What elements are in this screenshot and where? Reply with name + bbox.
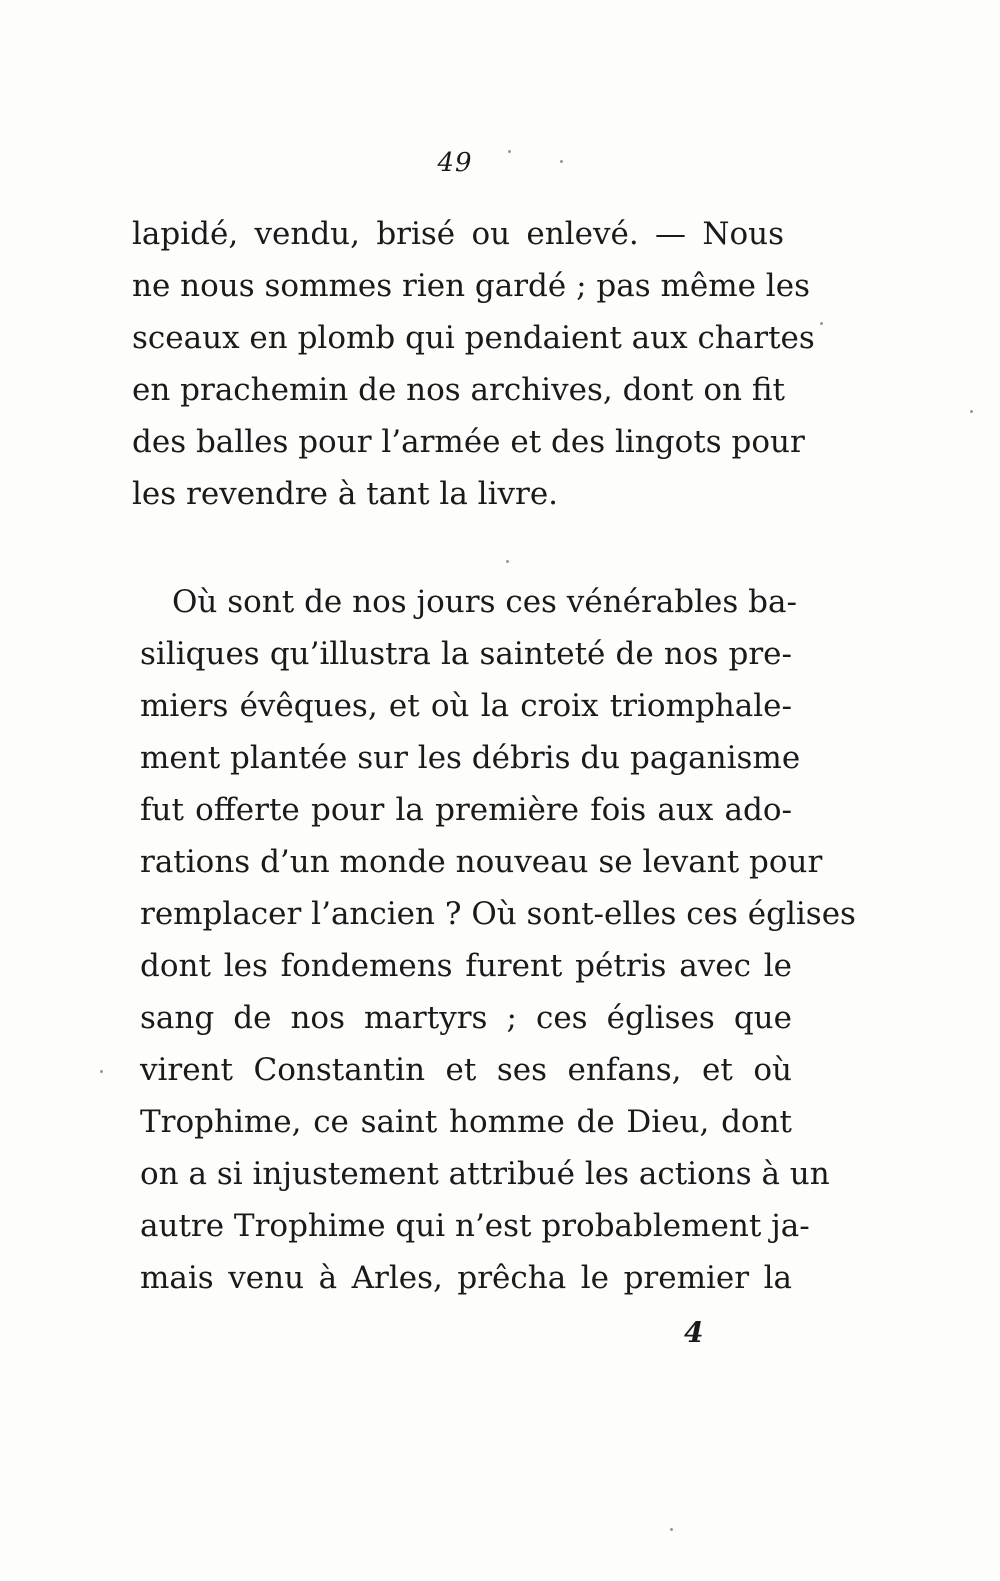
paper-speck (970, 410, 973, 413)
text-line: des balles pour l’armée et des lingots pour (132, 424, 805, 460)
signature-mark: 4 (684, 1316, 704, 1349)
paper-speck (670, 1528, 673, 1531)
paper-speck (100, 1070, 103, 1073)
text-line: sceaux en plomb qui pendaient aux chartes (132, 320, 815, 356)
text-line: Trophime, ce saint homme de Dieu, dont (140, 1104, 792, 1140)
paper-speck (820, 322, 823, 325)
paper-speck (506, 560, 509, 563)
text-line: miers évêques, et où la croix triomphale- (140, 688, 792, 724)
text-line: Où sont de nos jours ces vénérables ba- (172, 584, 797, 620)
text-line: fut offerte pour la première fois aux ado- (140, 792, 792, 828)
text-line: ment plantée sur les débris du paganisme (140, 740, 801, 776)
paper-speck (508, 150, 511, 153)
text-line: mais venu à Arles, prêcha le premier la (140, 1260, 792, 1296)
text-line: siliques qu’illustra la sainteté de nos pre- (140, 636, 792, 672)
text-line: on a si injustement attribué les actions à un (140, 1156, 830, 1192)
text-line: en prachemin de nos archives, dont on fit (132, 372, 785, 408)
text-line: remplacer l’ancien ? Où sont-elles ces églises (140, 896, 856, 932)
text-line: rations d’un monde nouveau se levant pour (140, 844, 823, 880)
text-line: ne nous sommes rien gardé ; pas même les (132, 268, 810, 304)
text-line: lapidé, vendu, brisé ou enlevé. — Nous (132, 216, 784, 252)
page-number: 49 (437, 148, 473, 178)
text-line: les revendre à tant la livre. (132, 476, 559, 512)
text-line: autre Trophime qui n’est probablement ja- (140, 1208, 810, 1244)
text-line: sang de nos martyrs ; ces églises que (140, 1000, 792, 1036)
text-line: virent Constantin et ses enfans, et où (140, 1052, 792, 1088)
paper-speck (560, 160, 563, 163)
text-line: dont les fondemens furent pétris avec le (140, 948, 792, 984)
